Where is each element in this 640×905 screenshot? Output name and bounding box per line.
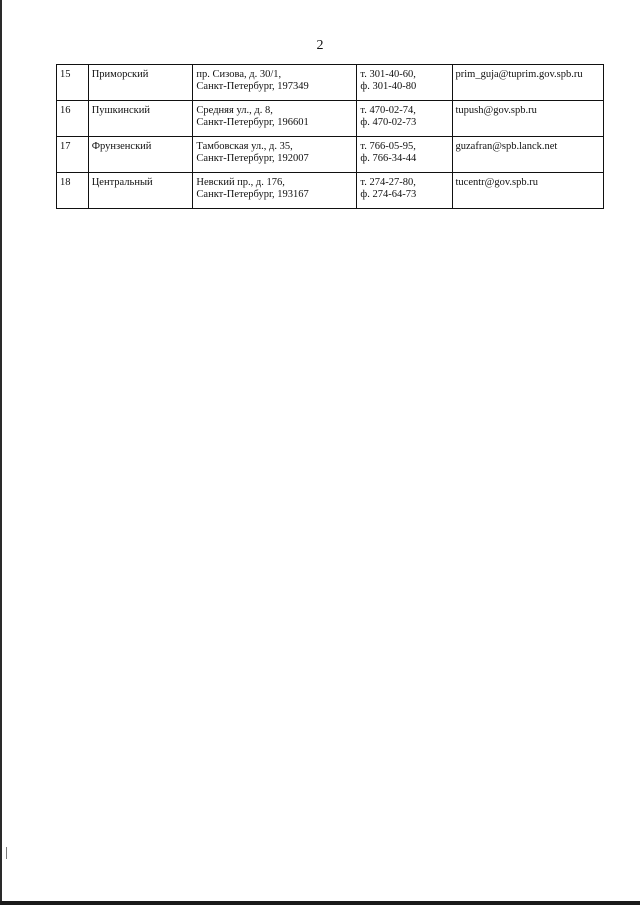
- address-line: Санкт-Петербург, 197349: [196, 81, 309, 92]
- scan-left-edge: [0, 0, 2, 905]
- phone-line: т. 470-02-74,: [360, 105, 416, 116]
- table-row: [57, 173, 604, 209]
- address-cell: [193, 101, 357, 137]
- page-number: 2: [316, 38, 324, 53]
- row-number: 16: [57, 101, 89, 137]
- address-cell: [193, 173, 357, 209]
- phone-cell: [357, 101, 452, 137]
- address-line: Санкт-Петербург, 196601: [196, 117, 309, 128]
- address-cell: [193, 65, 357, 101]
- phone-cell: [357, 65, 452, 101]
- row-number: 15: [57, 65, 89, 101]
- phone-line: т. 301-40-60,: [360, 69, 416, 80]
- phone-line: т. 766-05-95,: [360, 141, 416, 152]
- fax-line: ф. 274-64-73: [360, 189, 417, 200]
- fax-line: ф. 301-40-80: [360, 81, 417, 92]
- phone-line: т. 274-27-80,: [360, 177, 416, 188]
- table-row: [57, 65, 604, 101]
- email-cell: tupush@gov.spb.ru: [452, 101, 603, 137]
- row-number: 18: [57, 173, 89, 209]
- row-number: 17: [57, 137, 89, 173]
- fax-line: ф. 470-02-73: [360, 117, 417, 128]
- district-name: Приморский: [88, 65, 193, 101]
- district-name: Пушкинский: [88, 101, 193, 137]
- district-name: Фрунзенский: [88, 137, 193, 173]
- address-line: Санкт-Петербург, 193167: [196, 189, 309, 200]
- scan-speck: [6, 847, 7, 859]
- phone-cell: [357, 173, 452, 209]
- district-address-table: [56, 64, 604, 209]
- district-name: Центральный: [88, 173, 193, 209]
- email-cell: tucentr@gov.spb.ru: [452, 173, 603, 209]
- table-row: [57, 137, 604, 173]
- address-line: Тамбовская ул., д. 35,: [196, 141, 293, 152]
- email-cell: guzafran@spb.lanck.net: [452, 137, 603, 173]
- scan-bottom-edge: [0, 901, 640, 905]
- address-line: Невский пр., д. 176,: [196, 177, 285, 188]
- phone-cell: [357, 137, 452, 173]
- address-line: Санкт-Петербург, 192007: [196, 153, 309, 164]
- email-cell: prim_guja@tuprim.gov.spb.ru: [452, 65, 603, 101]
- address-line: пр. Сизова, д. 30/1,: [196, 69, 282, 80]
- address-cell: [193, 137, 357, 173]
- fax-line: ф. 766-34-44: [360, 153, 417, 164]
- address-line: Средняя ул., д. 8,: [196, 105, 273, 116]
- table-row: [57, 101, 604, 137]
